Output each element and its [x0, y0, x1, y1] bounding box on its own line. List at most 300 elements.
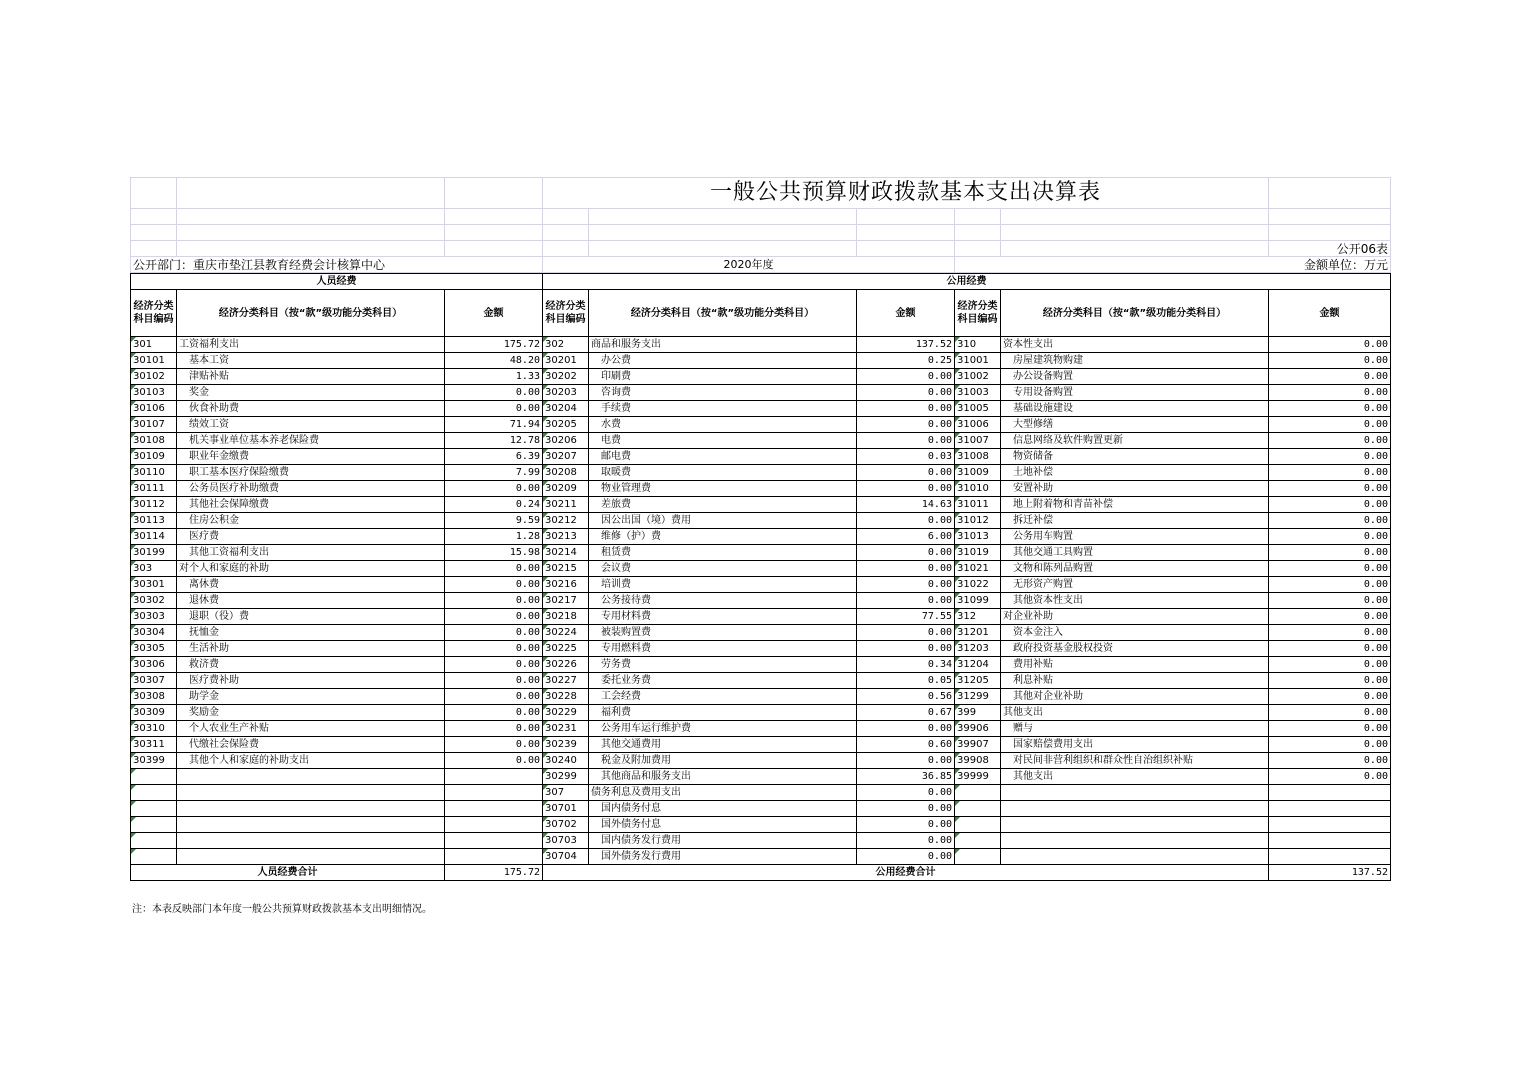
- code-cell: 30212: [543, 513, 589, 529]
- table-row: [131, 849, 1391, 865]
- amount-cell: [1269, 849, 1391, 865]
- code-cell: 31013: [955, 529, 1001, 545]
- table-row: [131, 609, 1391, 625]
- item-name-cell: [1001, 833, 1269, 849]
- code-cell: 31008: [955, 449, 1001, 465]
- item-name-cell: 邮电费: [589, 449, 857, 465]
- item-name-cell: [1001, 817, 1269, 833]
- col-name-header: 经济分类科目（按“款”级功能分类科目）: [177, 290, 445, 337]
- code-cell: 30201: [543, 353, 589, 369]
- code-cell: 30303: [131, 609, 177, 625]
- code-cell: 30101: [131, 353, 177, 369]
- amount-cell: 0.00: [857, 481, 955, 497]
- amount-cell: 0.00: [1269, 481, 1391, 497]
- amount-cell: 0.00: [857, 369, 955, 385]
- amount-cell: 7.99: [445, 465, 543, 481]
- amount-cell: 0.00: [445, 673, 543, 689]
- amount-cell: 0.00: [857, 817, 955, 833]
- item-name-cell: 其他社会保障缴费: [177, 497, 445, 513]
- item-name-cell: 赠与: [1001, 721, 1269, 737]
- amount-cell: [445, 833, 543, 849]
- code-cell: 30301: [131, 577, 177, 593]
- amount-cell: 0.00: [857, 577, 955, 593]
- code-cell: 30302: [131, 593, 177, 609]
- amount-cell: 0.00: [857, 593, 955, 609]
- table-row: [131, 417, 1391, 433]
- amount-cell: 137.52: [857, 337, 955, 353]
- table-row: [131, 497, 1391, 513]
- code-cell: 31205: [955, 673, 1001, 689]
- amount-cell: 0.00: [857, 785, 955, 801]
- item-name-cell: 培训费: [589, 577, 857, 593]
- amount-cell: 0.00: [1269, 465, 1391, 481]
- amount-cell: 0.00: [445, 641, 543, 657]
- amount-cell: 0.00: [1269, 385, 1391, 401]
- col-amount-header: 金额: [445, 290, 543, 337]
- code-cell: 31011: [955, 497, 1001, 513]
- code-cell: [131, 817, 177, 833]
- item-name-cell: 退职（役）费: [177, 609, 445, 625]
- item-name-cell: 办公设备购置: [1001, 369, 1269, 385]
- table-row: [131, 577, 1391, 593]
- spreadsheet: [130, 177, 1390, 881]
- amount-cell: 175.72: [445, 337, 543, 353]
- code-cell: 30399: [131, 753, 177, 769]
- code-cell: 30703: [543, 833, 589, 849]
- amount-cell: 0.00: [1269, 369, 1391, 385]
- amount-cell: 0.00: [857, 545, 955, 561]
- item-name-cell: [177, 801, 445, 817]
- amount-cell: 0.00: [1269, 673, 1391, 689]
- item-name-cell: [177, 817, 445, 833]
- item-name-cell: 职业年金缴费: [177, 449, 445, 465]
- amount-cell: 36.85: [857, 769, 955, 785]
- item-name-cell: [177, 849, 445, 865]
- amount-cell: 0.00: [445, 689, 543, 705]
- item-name-cell: 会议费: [589, 561, 857, 577]
- code-cell: 30701: [543, 801, 589, 817]
- code-cell: 30113: [131, 513, 177, 529]
- item-name-cell: 费用补贴: [1001, 657, 1269, 673]
- item-name-cell: 其他交通费用: [589, 737, 857, 753]
- code-cell: 30208: [543, 465, 589, 481]
- amount-cell: 0.00: [1269, 737, 1391, 753]
- code-cell: 30214: [543, 545, 589, 561]
- footnote: 注：本表反映部门本年度一般公共预算财政拨款基本支出明细情况。: [132, 904, 432, 915]
- item-name-cell: 安置补助: [1001, 481, 1269, 497]
- code-cell: 39907: [955, 737, 1001, 753]
- item-name-cell: 利息补贴: [1001, 673, 1269, 689]
- amount-cell: 0.00: [1269, 337, 1391, 353]
- header-grid: [130, 177, 1391, 273]
- item-name-cell: 工资福利支出: [177, 337, 445, 353]
- code-cell: 30111: [131, 481, 177, 497]
- amount-cell: 0.00: [1269, 657, 1391, 673]
- item-name-cell: 国内债务付息: [589, 801, 857, 817]
- code-cell: [955, 801, 1001, 817]
- code-cell: 31299: [955, 689, 1001, 705]
- public-total-value: 137.52: [1269, 865, 1391, 881]
- item-name-cell: 其他对企业补助: [1001, 689, 1269, 705]
- amount-cell: 0.24: [445, 497, 543, 513]
- amount-cell: 0.00: [1269, 705, 1391, 721]
- code-cell: 30239: [543, 737, 589, 753]
- code-cell: [955, 785, 1001, 801]
- code-cell: 30204: [543, 401, 589, 417]
- amount-cell: 0.00: [857, 401, 955, 417]
- amount-cell: 0.00: [1269, 529, 1391, 545]
- page-title: 一般公共预算财政拨款基本支出决算表: [543, 178, 1269, 209]
- code-cell: [955, 817, 1001, 833]
- item-name-cell: 个人农业生产补贴: [177, 721, 445, 737]
- item-name-cell: 离休费: [177, 577, 445, 593]
- item-name-cell: 印刷费: [589, 369, 857, 385]
- table-row: [131, 801, 1391, 817]
- code-cell: 39908: [955, 753, 1001, 769]
- amount-cell: 14.63: [857, 497, 955, 513]
- code-cell: 30213: [543, 529, 589, 545]
- year-label: 2020年度: [543, 257, 955, 273]
- table-row: [131, 833, 1391, 849]
- item-name-cell: 公务接待费: [589, 593, 857, 609]
- code-cell: 31204: [955, 657, 1001, 673]
- item-name-cell: 国外债务付息: [589, 817, 857, 833]
- code-cell: 30225: [543, 641, 589, 657]
- code-cell: 30306: [131, 657, 177, 673]
- table-row: [131, 721, 1391, 737]
- personnel-header: 人员经费: [131, 274, 543, 290]
- item-name-cell: 奖金: [177, 385, 445, 401]
- item-name-cell: 拆迁补偿: [1001, 513, 1269, 529]
- amount-cell: 0.00: [857, 801, 955, 817]
- table-row: [131, 465, 1391, 481]
- col-code-header: 经济分类科目编码: [543, 290, 589, 337]
- code-cell: 30205: [543, 417, 589, 433]
- amount-cell: 0.00: [857, 385, 955, 401]
- amount-cell: 1.33: [445, 369, 543, 385]
- code-cell: 30310: [131, 721, 177, 737]
- code-cell: 30199: [131, 545, 177, 561]
- item-name-cell: [1001, 785, 1269, 801]
- table-row: [131, 593, 1391, 609]
- code-cell: 30203: [543, 385, 589, 401]
- amount-cell: 71.94: [445, 417, 543, 433]
- item-name-cell: 其他支出: [1001, 769, 1269, 785]
- code-cell: 303: [131, 561, 177, 577]
- code-cell: 30217: [543, 593, 589, 609]
- code-cell: 30299: [543, 769, 589, 785]
- item-name-cell: 医疗费: [177, 529, 445, 545]
- amount-cell: 0.00: [1269, 721, 1391, 737]
- item-name-cell: 地上附着物和青苗补偿: [1001, 497, 1269, 513]
- amount-cell: [445, 849, 543, 865]
- code-cell: 30209: [543, 481, 589, 497]
- item-name-cell: 信息网络及软件购置更新: [1001, 433, 1269, 449]
- item-name-cell: [177, 785, 445, 801]
- code-cell: 30231: [543, 721, 589, 737]
- amount-cell: 0.00: [857, 625, 955, 641]
- code-cell: [131, 769, 177, 785]
- table-id: 公开06表: [1269, 241, 1391, 257]
- code-cell: 30229: [543, 705, 589, 721]
- item-name-cell: 公务用车运行维护费: [589, 721, 857, 737]
- code-cell: 31203: [955, 641, 1001, 657]
- amount-cell: 0.00: [1269, 353, 1391, 369]
- amount-cell: 0.03: [857, 449, 955, 465]
- code-cell: 30240: [543, 753, 589, 769]
- col-code-header: 经济分类科目编码: [131, 290, 177, 337]
- item-name-cell: 救济费: [177, 657, 445, 673]
- item-name-cell: 生活补助: [177, 641, 445, 657]
- amount-cell: [445, 785, 543, 801]
- amount-cell: 0.00: [445, 705, 543, 721]
- item-name-cell: 物资储备: [1001, 449, 1269, 465]
- item-name-cell: 手续费: [589, 401, 857, 417]
- code-cell: 30107: [131, 417, 177, 433]
- amount-cell: 0.00: [445, 481, 543, 497]
- code-cell: 30305: [131, 641, 177, 657]
- code-cell: 30211: [543, 497, 589, 513]
- table-row: [131, 369, 1391, 385]
- table-row: [131, 705, 1391, 721]
- item-name-cell: 资本性支出: [1001, 337, 1269, 353]
- amount-cell: 0.00: [857, 849, 955, 865]
- item-name-cell: 基本工资: [177, 353, 445, 369]
- amount-cell: 0.00: [857, 561, 955, 577]
- item-name-cell: 电费: [589, 433, 857, 449]
- item-name-cell: 专用材料费: [589, 609, 857, 625]
- amount-cell: 0.00: [1269, 513, 1391, 529]
- table-row: [131, 529, 1391, 545]
- amount-cell: 0.00: [857, 417, 955, 433]
- amount-cell: 0.00: [1269, 433, 1391, 449]
- item-name-cell: 其他个人和家庭的补助支出: [177, 753, 445, 769]
- code-cell: 31009: [955, 465, 1001, 481]
- amount-cell: 0.05: [857, 673, 955, 689]
- amount-cell: 0.00: [445, 737, 543, 753]
- code-cell: 30112: [131, 497, 177, 513]
- code-cell: 30226: [543, 657, 589, 673]
- amount-cell: 0.00: [445, 577, 543, 593]
- code-cell: 30704: [543, 849, 589, 865]
- item-name-cell: 国外债务发行费用: [589, 849, 857, 865]
- code-cell: 39906: [955, 721, 1001, 737]
- amount-cell: 0.00: [857, 433, 955, 449]
- item-name-cell: 助学金: [177, 689, 445, 705]
- table-row: [131, 385, 1391, 401]
- code-cell: 30311: [131, 737, 177, 753]
- code-cell: 310: [955, 337, 1001, 353]
- expenditure-table: [130, 273, 1391, 881]
- table-row: [131, 481, 1391, 497]
- amount-cell: 15.98: [445, 545, 543, 561]
- amount-cell: 9.59: [445, 513, 543, 529]
- amount-cell: 0.00: [1269, 689, 1391, 705]
- amount-cell: 0.00: [1269, 449, 1391, 465]
- item-name-cell: 福利费: [589, 705, 857, 721]
- code-cell: 30108: [131, 433, 177, 449]
- item-name-cell: 咨询费: [589, 385, 857, 401]
- table-row: [131, 689, 1391, 705]
- amount-cell: 0.00: [445, 753, 543, 769]
- amount-cell: [1269, 833, 1391, 849]
- code-cell: 30308: [131, 689, 177, 705]
- table-row: [131, 561, 1391, 577]
- code-cell: [131, 849, 177, 865]
- item-name-cell: 差旅费: [589, 497, 857, 513]
- item-name-cell: 绩效工资: [177, 417, 445, 433]
- amount-cell: 77.55: [857, 609, 955, 625]
- item-name-cell: [1001, 849, 1269, 865]
- amount-cell: [445, 769, 543, 785]
- item-name-cell: 维修（护）费: [589, 529, 857, 545]
- amount-cell: 0.00: [445, 593, 543, 609]
- amount-cell: [445, 801, 543, 817]
- code-cell: 31201: [955, 625, 1001, 641]
- table-row: [131, 785, 1391, 801]
- amount-cell: 0.60: [857, 737, 955, 753]
- amount-cell: 0.00: [1269, 753, 1391, 769]
- col-code-header: 经济分类科目编码: [955, 290, 1001, 337]
- item-name-cell: 文物和陈列品购置: [1001, 561, 1269, 577]
- code-cell: 30106: [131, 401, 177, 417]
- amount-cell: 0.00: [857, 513, 955, 529]
- table-row: [131, 337, 1391, 353]
- code-cell: 302: [543, 337, 589, 353]
- code-cell: 31021: [955, 561, 1001, 577]
- code-cell: 301: [131, 337, 177, 353]
- amount-cell: 12.78: [445, 433, 543, 449]
- item-name-cell: 专用燃料费: [589, 641, 857, 657]
- item-name-cell: 公务员医疗补助缴费: [177, 481, 445, 497]
- item-name-cell: 债务利息及费用支出: [589, 785, 857, 801]
- item-name-cell: 基础设施建设: [1001, 401, 1269, 417]
- code-cell: 307: [543, 785, 589, 801]
- item-name-cell: 办公费: [589, 353, 857, 369]
- code-cell: 312: [955, 609, 1001, 625]
- item-name-cell: 被装购置费: [589, 625, 857, 641]
- table-row: [131, 433, 1391, 449]
- item-name-cell: 水费: [589, 417, 857, 433]
- table-row: [131, 737, 1391, 753]
- amount-cell: 0.00: [857, 721, 955, 737]
- table-row: [131, 353, 1391, 369]
- code-cell: [955, 849, 1001, 865]
- code-cell: 30207: [543, 449, 589, 465]
- table-row: [131, 625, 1391, 641]
- amount-cell: [1269, 785, 1391, 801]
- item-name-cell: 税金及附加费用: [589, 753, 857, 769]
- code-cell: 30218: [543, 609, 589, 625]
- code-cell: 31003: [955, 385, 1001, 401]
- item-name-cell: 专用设备购置: [1001, 385, 1269, 401]
- amount-cell: 0.00: [857, 641, 955, 657]
- item-name-cell: 其他资本性支出: [1001, 593, 1269, 609]
- item-name-cell: 职工基本医疗保险缴费: [177, 465, 445, 481]
- item-name-cell: 无形资产购置: [1001, 577, 1269, 593]
- amount-cell: 0.00: [1269, 593, 1391, 609]
- code-cell: 30224: [543, 625, 589, 641]
- amount-cell: 0.56: [857, 689, 955, 705]
- personnel-total-label: 人员经费合计: [131, 865, 445, 881]
- item-name-cell: 房屋建筑物购建: [1001, 353, 1269, 369]
- amount-cell: 0.00: [1269, 625, 1391, 641]
- amount-cell: 0.00: [445, 721, 543, 737]
- amount-cell: 0.00: [1269, 609, 1391, 625]
- code-cell: 31022: [955, 577, 1001, 593]
- code-cell: 30109: [131, 449, 177, 465]
- item-name-cell: 国内债务发行费用: [589, 833, 857, 849]
- item-name-cell: 劳务费: [589, 657, 857, 673]
- amount-cell: 48.20: [445, 353, 543, 369]
- item-name-cell: 对个人和家庭的补助: [177, 561, 445, 577]
- code-cell: [131, 801, 177, 817]
- code-cell: 399: [955, 705, 1001, 721]
- table-row: [131, 449, 1391, 465]
- item-name-cell: [1001, 801, 1269, 817]
- item-name-cell: 抚恤金: [177, 625, 445, 641]
- item-name-cell: 取暖费: [589, 465, 857, 481]
- col-name-header: 经济分类科目（按“款”级功能分类科目）: [1001, 290, 1269, 337]
- code-cell: 31019: [955, 545, 1001, 561]
- col-name-header: 经济分类科目（按“款”级功能分类科目）: [589, 290, 857, 337]
- item-name-cell: 机关事业单位基本养老保险费: [177, 433, 445, 449]
- col-amount-header: 金额: [1269, 290, 1391, 337]
- item-name-cell: 对民间非营利组织和群众性自治组织补贴: [1001, 753, 1269, 769]
- item-name-cell: 工会经费: [589, 689, 857, 705]
- code-cell: 30215: [543, 561, 589, 577]
- item-name-cell: [177, 833, 445, 849]
- code-cell: 31010: [955, 481, 1001, 497]
- amount-cell: 0.00: [1269, 577, 1391, 593]
- table-row: [131, 545, 1391, 561]
- item-name-cell: 大型修缮: [1001, 417, 1269, 433]
- amount-cell: 0.00: [857, 753, 955, 769]
- item-name-cell: 委托业务费: [589, 673, 857, 689]
- code-cell: 39999: [955, 769, 1001, 785]
- item-name-cell: [177, 769, 445, 785]
- amount-cell: [445, 817, 543, 833]
- item-name-cell: 因公出国（境）费用: [589, 513, 857, 529]
- item-name-cell: 租赁费: [589, 545, 857, 561]
- item-name-cell: 物业管理费: [589, 481, 857, 497]
- item-name-cell: 医疗费补助: [177, 673, 445, 689]
- table-row: [131, 753, 1391, 769]
- amount-cell: 0.00: [1269, 401, 1391, 417]
- amount-cell: 0.00: [445, 401, 543, 417]
- table-row: [131, 641, 1391, 657]
- amount-cell: 0.00: [857, 833, 955, 849]
- amount-cell: 0.00: [1269, 545, 1391, 561]
- code-cell: 31002: [955, 369, 1001, 385]
- table-row: [131, 817, 1391, 833]
- amount-cell: 0.00: [1269, 497, 1391, 513]
- code-cell: 30702: [543, 817, 589, 833]
- item-name-cell: 奖励金: [177, 705, 445, 721]
- code-cell: 31005: [955, 401, 1001, 417]
- item-name-cell: 商品和服务支出: [589, 337, 857, 353]
- code-cell: 30216: [543, 577, 589, 593]
- code-cell: 30304: [131, 625, 177, 641]
- item-name-cell: 国家赔偿费用支出: [1001, 737, 1269, 753]
- item-name-cell: 津贴补贴: [177, 369, 445, 385]
- personnel-total-value: 175.72: [445, 865, 543, 881]
- item-name-cell: 代缴社会保险费: [177, 737, 445, 753]
- amount-cell: 0.25: [857, 353, 955, 369]
- item-name-cell: 住房公积金: [177, 513, 445, 529]
- table-row: [131, 657, 1391, 673]
- code-cell: 30110: [131, 465, 177, 481]
